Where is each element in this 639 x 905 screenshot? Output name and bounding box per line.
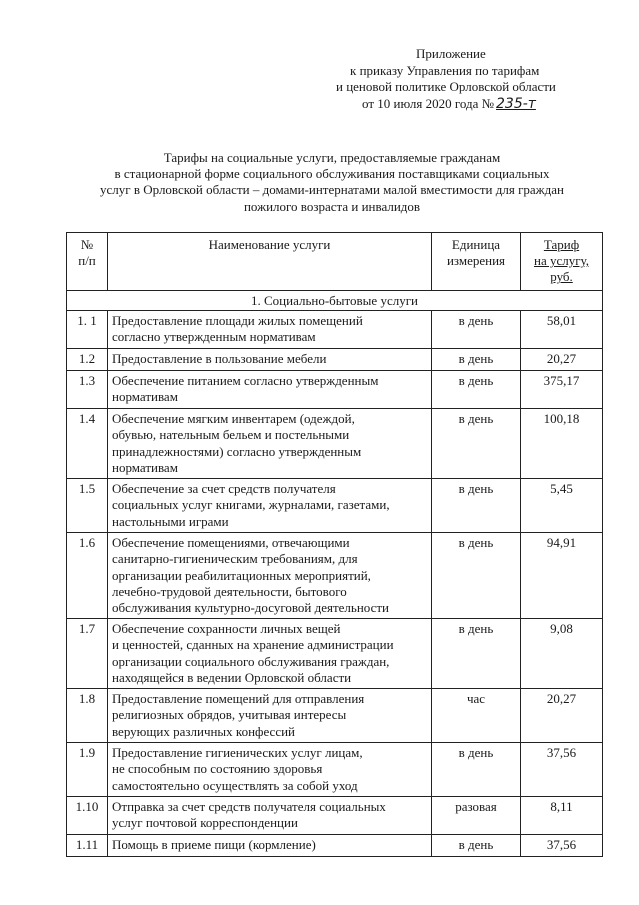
row-number: 1.10 xyxy=(67,797,108,835)
service-name: Обеспечение помещениями, отвечающими санитарно-гигиеническим требованиям, для организации реабилитационных мероприятий, лечебно-трудовой деятельности, бытового обслуживания культурно-досуговой деятельности xyxy=(108,533,432,619)
unit-of-measure: в день xyxy=(432,409,521,479)
row-number: 1.2 xyxy=(67,349,108,371)
tariff-value: 20,27 xyxy=(521,689,603,743)
unit-of-measure: в день xyxy=(432,479,521,533)
tariff-value: 37,56 xyxy=(521,835,603,857)
tariff-value: 9,08 xyxy=(521,619,603,689)
header-tariff-text: Тариф на услугу, руб. xyxy=(533,237,589,285)
row-number: 1. 1 xyxy=(67,311,108,349)
unit-of-measure: в день xyxy=(432,311,521,349)
row-number: 1.3 xyxy=(67,371,108,409)
service-name: Предоставление помещений для отправления религиозных обрядов, учитывая интересы верующих различных конфессий xyxy=(108,689,432,743)
service-name: Обеспечение питанием согласно утвержденным нормативам xyxy=(108,371,432,409)
table-row xyxy=(67,619,603,689)
row-number: 1.4 xyxy=(67,409,108,479)
service-name: Предоставление гигиенических услуг лицам, не способным по состоянию здоровья самостоятельно осуществлять за собой уход xyxy=(108,743,432,797)
order-number-sign: № xyxy=(481,95,494,111)
header-name-text: Наименование услуги xyxy=(208,237,331,252)
row-number: 1.5 xyxy=(67,479,108,533)
service-name: Предоставление площади жилых помещений согласно утвержденным нормативам xyxy=(108,311,432,349)
title-line-3: услуг в Орловской области – домами-интернатами малой вместимости для граждан xyxy=(100,182,564,198)
table-row xyxy=(67,743,603,797)
header-name xyxy=(108,233,432,291)
table-header-row xyxy=(67,233,603,291)
row-number: 1.9 xyxy=(67,743,108,797)
tariff-value: 37,56 xyxy=(521,743,603,797)
table-row xyxy=(67,533,603,619)
title-line-2: в стационарной форме социального обслуживания поставщиками социальных xyxy=(114,166,550,182)
unit-of-measure: в день xyxy=(432,349,521,371)
unit-of-measure: в день xyxy=(432,533,521,619)
row-number: 1.6 xyxy=(67,533,108,619)
appendix-label: Приложение xyxy=(416,46,486,61)
tariffs-table xyxy=(66,232,603,857)
header-unit xyxy=(432,233,521,291)
title-line-4: пожилого возраста и инвалидов xyxy=(243,198,421,214)
appendix-date-line xyxy=(362,96,600,113)
table-row xyxy=(67,349,603,371)
tariff-value: 5,45 xyxy=(521,479,603,533)
appendix-order-ref: к приказу Управления по тарифам xyxy=(350,62,540,78)
section-title: 1. Социально-бытовые услуги xyxy=(67,291,603,311)
header-num xyxy=(67,233,108,291)
table-row xyxy=(67,689,603,743)
row-number: 1.7 xyxy=(67,619,108,689)
header-unit-text: Единица измерения xyxy=(446,237,506,269)
document-title xyxy=(62,150,602,215)
table-row xyxy=(67,835,603,857)
unit-of-measure: час xyxy=(432,689,521,743)
unit-of-measure: в день xyxy=(432,743,521,797)
section-row xyxy=(67,291,603,311)
service-name: Обеспечение мягким инвентарем (одеждой, обувью, нательным бельем и постельными принадлежностями) согласно утвержденным нормативам xyxy=(108,409,432,479)
table-row xyxy=(67,311,603,349)
tariff-value: 8,11 xyxy=(521,797,603,835)
tariff-value: 20,27 xyxy=(521,349,603,371)
row-number: 1.11 xyxy=(67,835,108,857)
service-name: Отправка за счет средств получателя социальных услуг почтовой корреспонденции xyxy=(108,797,432,835)
header-tariff xyxy=(521,233,603,291)
order-number-handwritten: 235-т xyxy=(496,95,536,112)
tariff-value: 94,91 xyxy=(521,533,603,619)
row-number: 1.8 xyxy=(67,689,108,743)
unit-of-measure: в день xyxy=(432,835,521,857)
table-row xyxy=(67,479,603,533)
service-name: Помощь в приеме пищи (кормление) xyxy=(108,835,432,857)
service-name: Обеспечение сохранности личных вещей и ценностей, сданных на хранение администрации организации социального обслуживания граждан, находящейся в ведении Орловской области xyxy=(108,619,432,689)
appendix-header xyxy=(300,46,600,112)
header-num-text: № п/п xyxy=(78,237,96,269)
service-name: Предоставление в пользование мебели xyxy=(108,349,432,371)
unit-of-measure: в день xyxy=(432,619,521,689)
unit-of-measure: разовая xyxy=(432,797,521,835)
table-row xyxy=(67,797,603,835)
table-row xyxy=(67,409,603,479)
title-line-1: Тарифы на социальные услуги, предоставляемые гражданам xyxy=(163,150,501,165)
service-name: Обеспечение за счет средств получателя социальных услуг книгами, журналами, газетами, настольными играми xyxy=(108,479,432,533)
tariff-value: 375,17 xyxy=(521,371,603,409)
tariff-value: 100,18 xyxy=(521,409,603,479)
unit-of-measure: в день xyxy=(432,371,521,409)
appendix-date: от 10 июля 2020 года xyxy=(362,95,479,111)
table-row xyxy=(67,371,603,409)
tariff-value: 58,01 xyxy=(521,311,603,349)
appendix-authority: и ценовой политике Орловской области xyxy=(336,79,556,94)
